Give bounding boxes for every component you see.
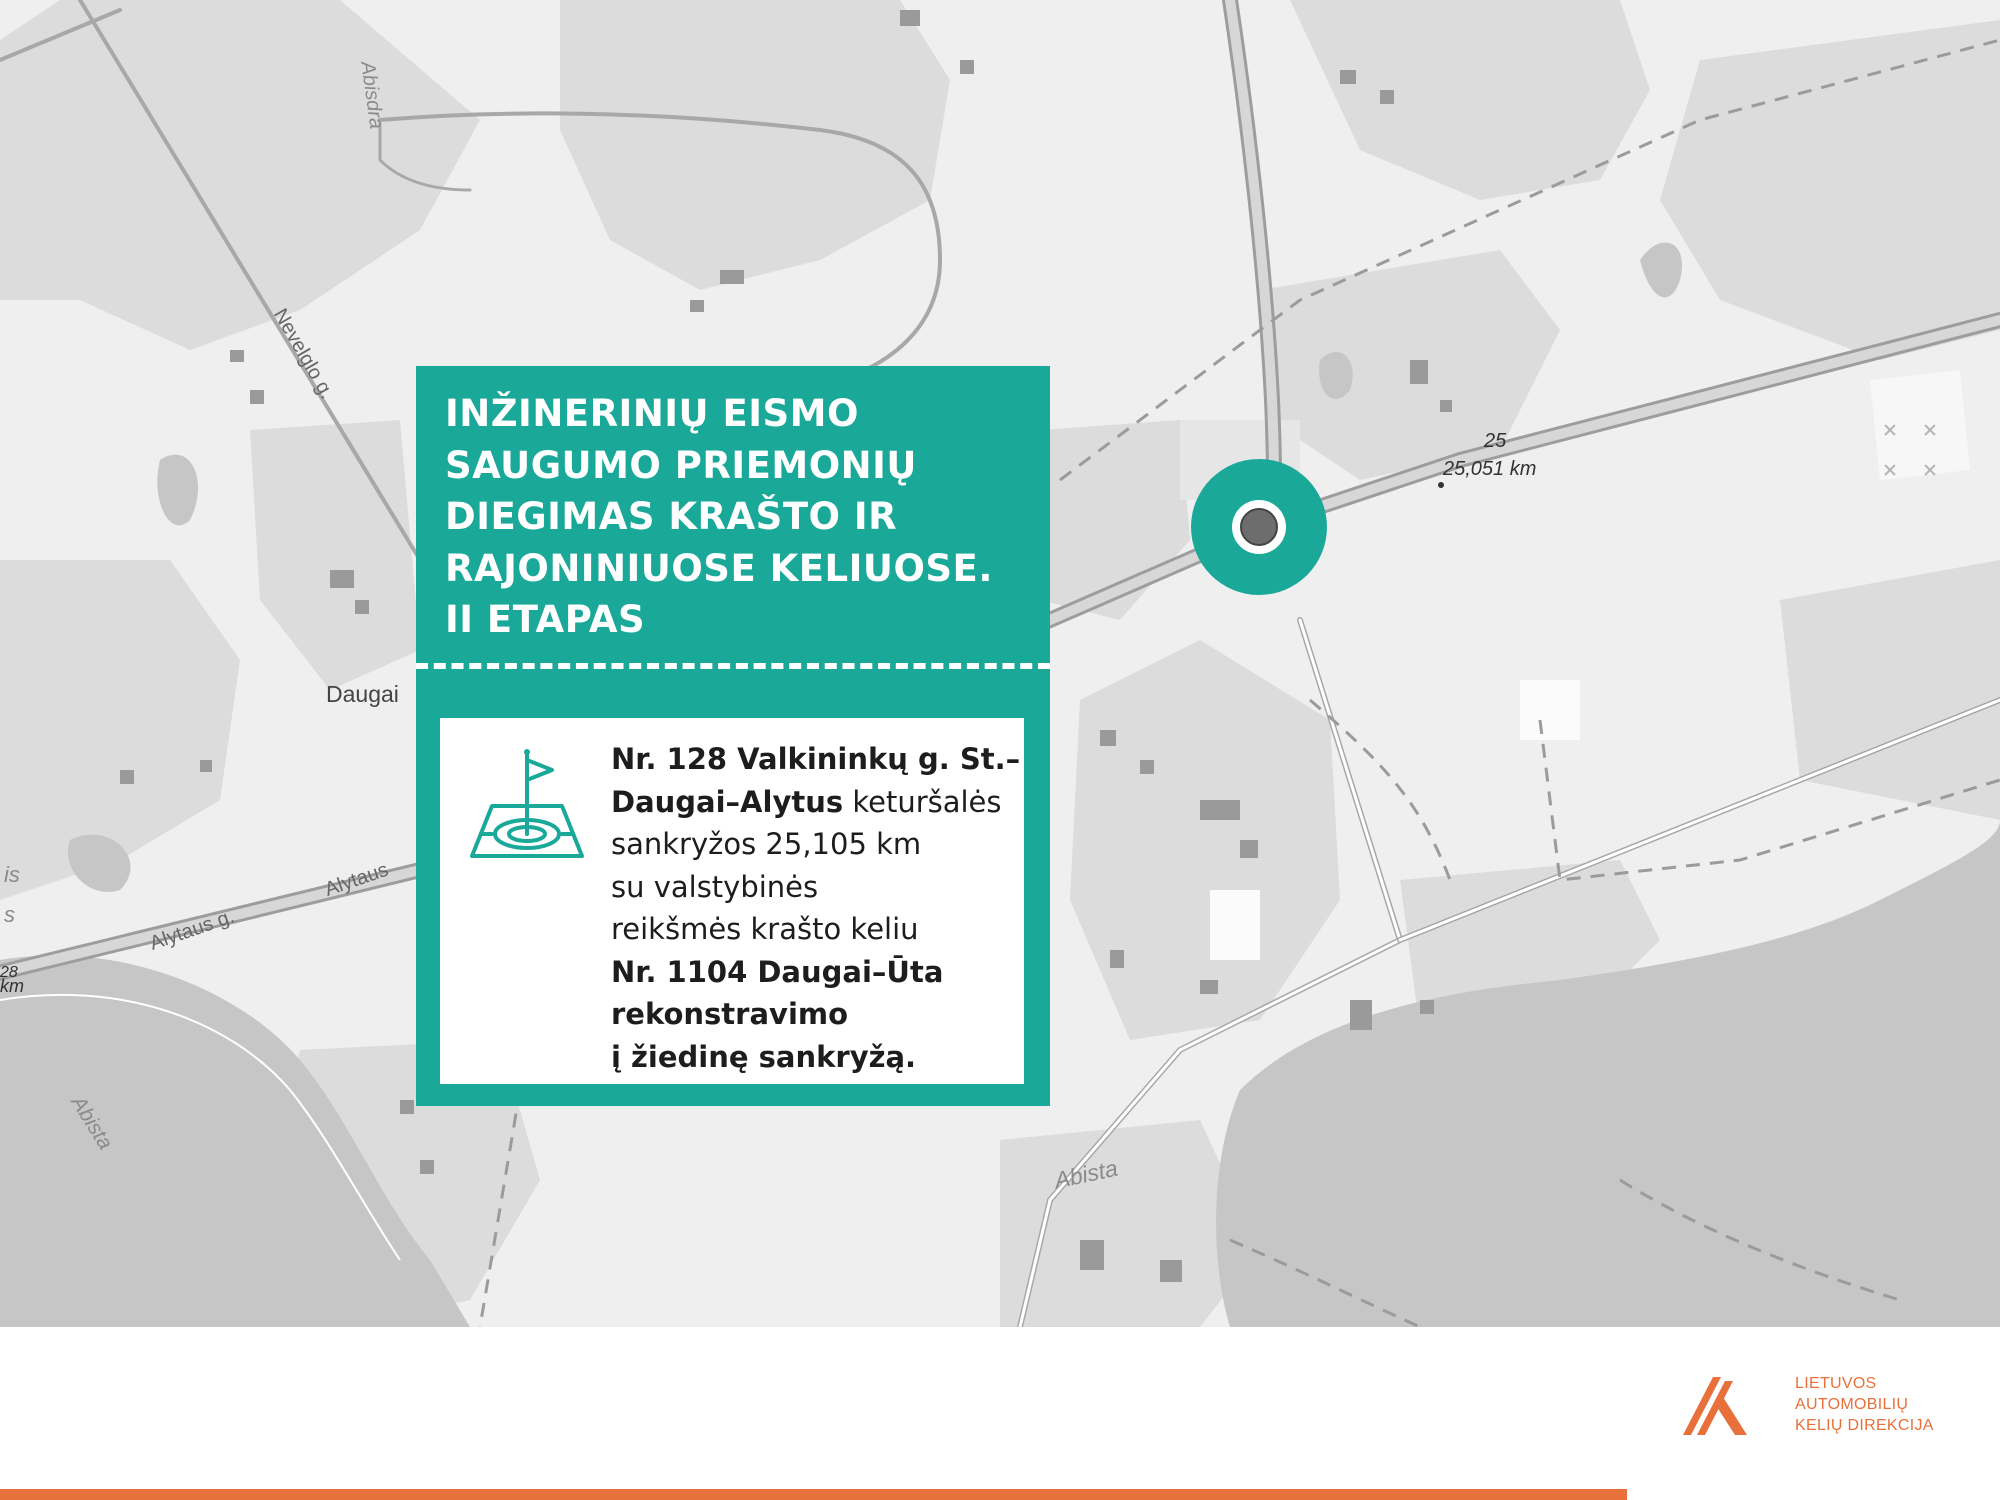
- title-line: SAUGUMO PRIEMONIŲ: [445, 443, 917, 487]
- km-value-label: 25,051 km: [1443, 458, 1537, 480]
- terrain-area: [1660, 20, 2000, 360]
- title-line: II ETAPAS: [445, 598, 646, 641]
- lakd-logo-mark-icon: [1683, 1377, 1747, 1435]
- nevelglo-street-label: Nevelglo g.: [268, 305, 339, 403]
- building: [1380, 90, 1394, 104]
- description-bold: į žiedinę sankryžą.: [611, 1039, 917, 1074]
- building: [400, 1100, 414, 1114]
- building: [355, 600, 369, 614]
- abista-river-label-left: Abista: [66, 1092, 117, 1154]
- daugai-label: Daugai: [326, 681, 399, 707]
- description-line: keturšalės: [843, 784, 1002, 819]
- fragment-km-label: km: [0, 976, 24, 996]
- building: [250, 390, 264, 404]
- title-line: DIEGIMAS KRAŠTO IR: [445, 495, 898, 538]
- building: [1080, 1240, 1104, 1270]
- bottom-accent-bar: [0, 1489, 1627, 1500]
- roundabout-dot-icon: [1240, 508, 1278, 546]
- building: [1340, 70, 1356, 84]
- building: [1160, 1260, 1182, 1282]
- fragment-s-label: s: [4, 902, 15, 927]
- road-name-bold: Daugai–Alytus: [611, 784, 844, 819]
- building: [1240, 840, 1258, 858]
- building: [1200, 980, 1218, 994]
- abista-river-label-right: Abista: [1052, 1154, 1120, 1194]
- description-line: reikšmės krašto keliu: [611, 912, 919, 946]
- terrain-area: [560, 0, 950, 290]
- building: [120, 770, 134, 784]
- building: [1140, 760, 1154, 774]
- building: [420, 1160, 434, 1174]
- lakd-logo: [1683, 1373, 1951, 1441]
- building-area: [1520, 680, 1580, 740]
- km-point: [1438, 482, 1444, 488]
- building: [1420, 1000, 1434, 1014]
- logo-line: KELIŲ DIREKCIJA: [1795, 1417, 1934, 1434]
- fragment-28-label: 28: [0, 964, 18, 981]
- title-line: RAJONINIUOSE KELIUOSE.: [445, 546, 993, 590]
- description-box: [440, 718, 1024, 1084]
- description-line: su valstybinės: [611, 869, 819, 904]
- building: [1200, 800, 1240, 820]
- building: [330, 570, 354, 588]
- description-text: [611, 738, 1021, 1078]
- abisdra-label: Abisdra: [356, 60, 388, 131]
- building: [690, 300, 704, 312]
- pond-area: [157, 455, 198, 526]
- info-panel: [416, 366, 1050, 1106]
- building: [1410, 360, 1428, 384]
- terrain-area: [1290, 0, 1650, 200]
- building: [1440, 400, 1452, 412]
- km-number-label: 25: [1484, 430, 1507, 452]
- alytaus-street-label-2: Alytaus: [322, 858, 392, 901]
- terrain-area: [250, 420, 420, 690]
- building: [960, 60, 974, 74]
- dashed-divider: [416, 663, 1050, 669]
- building: [1350, 1000, 1372, 1030]
- pond-area: [1640, 243, 1682, 298]
- alytaus-street-label: Alytaus g.: [147, 905, 238, 955]
- flag-on-map-icon: [468, 746, 586, 864]
- building: [720, 270, 744, 284]
- title-line: INŽINERINIŲ EISMO: [445, 392, 859, 435]
- road-name-bold: Nr. 1104 Daugai–Ūta: [611, 954, 944, 989]
- building: [1100, 730, 1116, 746]
- description-bold: rekonstravimo: [611, 997, 849, 1031]
- fragment-is-label: is: [4, 862, 20, 887]
- building: [200, 760, 212, 772]
- description-line: sankryžos 25,105 km: [611, 827, 922, 861]
- logo-text: [1795, 1373, 1934, 1436]
- logo-line: LIETUVOS: [1795, 1375, 1877, 1392]
- building: [230, 350, 244, 362]
- location-marker[interactable]: [1191, 459, 1327, 595]
- building: [1110, 950, 1124, 968]
- panel-title: [445, 388, 1035, 646]
- building: [900, 10, 920, 26]
- logo-line: AUTOMOBILIŲ: [1795, 1396, 1909, 1413]
- road-name-bold: Nr. 128 Valkininkų g. St.–: [611, 742, 1021, 776]
- building-area: [1210, 890, 1260, 960]
- terrain-area: [1780, 560, 2000, 820]
- terrain-area: [0, 0, 480, 350]
